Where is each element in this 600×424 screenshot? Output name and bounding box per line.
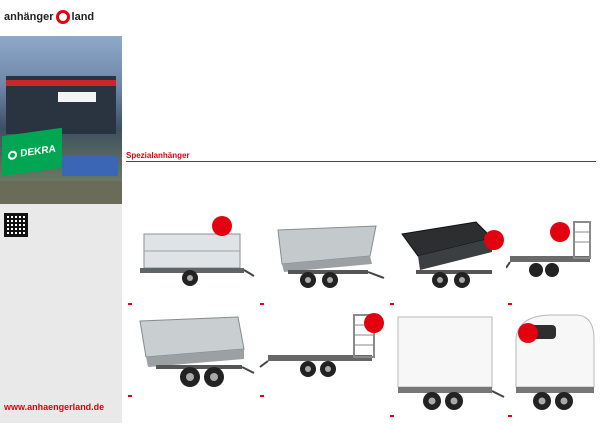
trailer-illustration [126,212,256,307]
product-photo-tile[interactable] [258,309,388,399]
product-code-badge [390,415,394,417]
table-header [126,16,596,50]
trailer-illustration [258,212,388,307]
product-photo-tile[interactable] [126,212,256,307]
product-photo-tile[interactable] [126,309,256,399]
product-photo-tile[interactable] [506,309,598,419]
store-photo [0,36,122,204]
logo-word-right: land [71,11,95,23]
dekra-sign [2,128,62,176]
logo-ring-icon [56,10,70,24]
trailer-illustration [126,309,256,399]
product-code-badge [128,395,132,397]
product-photo-tile[interactable] [388,309,506,419]
product-code-badge [508,415,512,417]
product-code-badge [260,395,264,397]
photo-trailer-shape [62,156,118,176]
trailer-illustration [388,212,506,307]
website-url[interactable]: www.anhaengerland.de [4,402,105,412]
brand-logo[interactable] [4,4,118,30]
special-divider [126,161,596,162]
dekra-mark-icon [8,150,17,160]
new-in-rental-badge [550,222,570,242]
qr-row [4,213,118,237]
dekra-label: DEKRA [20,143,56,160]
sidebar-info-box [0,204,122,423]
product-photo-tile[interactable] [506,212,598,307]
new-in-rental-badge [484,230,504,250]
ground-shape [0,181,122,204]
section-title-special: Spezialanhänger [126,151,190,160]
left-sidebar [0,0,122,423]
new-in-rental-badge [518,323,538,343]
product-photo-tile[interactable] [388,212,506,307]
new-in-rental-badge [212,216,232,236]
product-code-badge [260,303,264,305]
logo-word-left: anhänger [4,11,54,23]
product-photo-tile[interactable] [258,212,388,307]
product-code-badge [390,303,394,305]
store-sign [58,92,96,102]
main-content [126,6,596,420]
building-stripe [6,80,116,86]
qr-code-icon[interactable] [4,213,28,237]
product-code-badge [128,303,132,305]
product-code-badge [508,303,512,305]
trailer-illustration [388,309,506,419]
vertical-disclaimer [590,330,596,420]
new-in-rental-badge [364,313,384,333]
